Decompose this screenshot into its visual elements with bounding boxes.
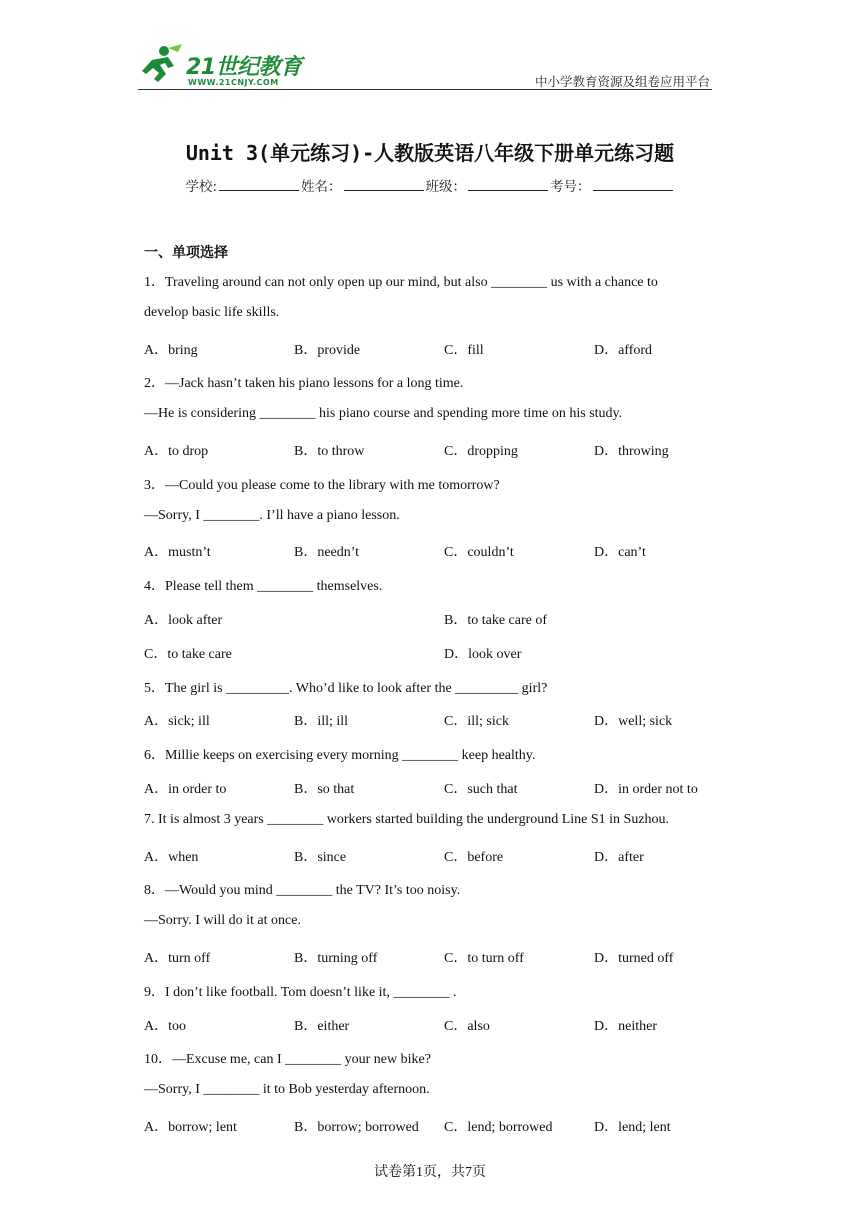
answer-option[interactable]: D．after — [594, 849, 644, 865]
platform-label: 中小学教育资源及组卷应用平台 — [534, 74, 710, 89]
answer-option[interactable]: B．borrow; borrowed — [294, 1120, 419, 1135]
answer-option[interactable]: C．couldn’t — [444, 545, 514, 561]
answer-option[interactable]: D．throwing — [594, 444, 669, 459]
answer-option[interactable]: D．neither — [594, 1018, 657, 1034]
answer-option[interactable]: B．ill; ill — [294, 714, 349, 730]
answer-option[interactable]: C．also — [444, 1018, 490, 1034]
answer-option[interactable]: C．dropping — [444, 444, 518, 459]
question-text: 8．—Would you mind ________ the TV? It’s too noisy. — [144, 883, 461, 899]
answer-option[interactable]: C．lend; borrowed — [444, 1120, 553, 1135]
answer-option[interactable]: B．either — [294, 1018, 350, 1034]
question-text: —Sorry. I will do it at once. — [144, 913, 301, 929]
question-text: 3．—Could you please come to the library with me tomorrow? — [144, 477, 500, 493]
name-field[interactable] — [344, 176, 424, 191]
answer-option[interactable]: C．fill — [444, 342, 484, 358]
header-divider — [138, 89, 712, 90]
question-text: —He is considering ________ his piano course and spending more time on his study. — [144, 406, 623, 422]
answer-option[interactable]: D．lend; lent — [594, 1120, 671, 1135]
logo-url: WWW.21CNJY.COM — [188, 78, 279, 87]
page-footer: 试卷第1页，共7页 — [374, 1165, 486, 1180]
student-info-line — [0, 175, 860, 195]
answer-option[interactable]: B．turning off — [294, 951, 378, 966]
answer-option[interactable]: A．look after — [144, 613, 223, 628]
page-title: Unit 3(单元练习)-人教版英语八年级下册单元练习题 — [185, 141, 675, 165]
school-label: 学校: — [185, 179, 218, 195]
answer-option[interactable]: D．well; sick — [594, 714, 673, 730]
class-label: 班级： — [425, 179, 467, 195]
school-field[interactable] — [219, 176, 299, 191]
logo-text: 21世纪教育 — [186, 55, 302, 80]
answer-option[interactable]: A．mustn’t — [144, 545, 211, 561]
answer-option[interactable]: A．in order to — [144, 782, 227, 797]
answer-option[interactable]: A．borrow; lent — [144, 1120, 237, 1135]
answer-option[interactable]: A．sick; ill — [144, 714, 210, 730]
answer-option[interactable]: B．needn’t — [294, 545, 360, 561]
answer-option[interactable]: B．provide — [294, 342, 361, 358]
answer-option[interactable]: B．since — [294, 849, 347, 865]
runner-logo-icon — [138, 44, 184, 84]
question-text: 7. It is almost 3 years ________ workers started building the underground Line S1 in Suzhou. — [144, 811, 670, 827]
question-text: —Sorry, I ________. I’ll have a piano lesson. — [144, 507, 400, 523]
site-logo — [138, 44, 308, 90]
question-text: —Sorry, I ________ it to Bob yesterday afternoon. — [144, 1082, 430, 1098]
answer-option[interactable]: C．such that — [444, 782, 518, 797]
exam-no-field[interactable] — [593, 176, 673, 191]
question-text: 4．Please tell them ________ themselves. — [144, 579, 383, 595]
page-header — [138, 40, 712, 92]
answer-option[interactable]: A．too — [144, 1018, 186, 1034]
question-text: 1．Traveling around can not only open up our mind, but also ________ us with a chance to — [144, 275, 658, 290]
question-text: 6．Millie keeps on exercising every morning ________ keep healthy. — [144, 748, 536, 764]
answer-option[interactable]: C．to take care — [144, 646, 232, 662]
answer-option[interactable]: C．before — [444, 849, 504, 865]
answer-option[interactable]: B．to take care of — [444, 613, 548, 628]
answer-option[interactable]: C．to turn off — [444, 951, 524, 966]
name-label: 姓名： — [301, 179, 342, 195]
question-text: 5．The girl is _________. Who’d like to look after the _________ girl? — [144, 680, 548, 696]
answer-option[interactable]: B．so that — [294, 782, 355, 797]
answer-option[interactable]: D．look over — [444, 646, 522, 662]
question-text: develop basic life skills. — [144, 304, 280, 320]
answer-option[interactable]: C．ill; sick — [444, 714, 509, 730]
answer-option[interactable]: D．turned off — [594, 951, 674, 966]
answer-option[interactable]: A．to drop — [144, 444, 209, 459]
section-title: 一、单项选择 — [144, 245, 228, 261]
answer-option[interactable]: A．turn off — [144, 951, 211, 966]
answer-option[interactable]: A．bring — [144, 342, 198, 358]
class-field[interactable] — [468, 176, 548, 191]
answer-option[interactable]: D．afford — [594, 342, 653, 358]
answer-option[interactable]: D．in order not to — [594, 782, 698, 797]
answer-option[interactable]: B．to throw — [294, 444, 365, 459]
question-text: 2．—Jack hasn’t taken his piano lessons for a long time. — [144, 376, 464, 392]
answer-option[interactable]: A．when — [144, 849, 199, 865]
answer-option[interactable]: D．can’t — [594, 545, 646, 561]
question-text: 9．I don’t like football. Tom doesn’t like it, ________ . — [144, 984, 457, 1000]
question-text: 10．—Excuse me, can I ________ your new bike? — [144, 1052, 431, 1068]
exam-no-label: 考号： — [550, 179, 591, 195]
